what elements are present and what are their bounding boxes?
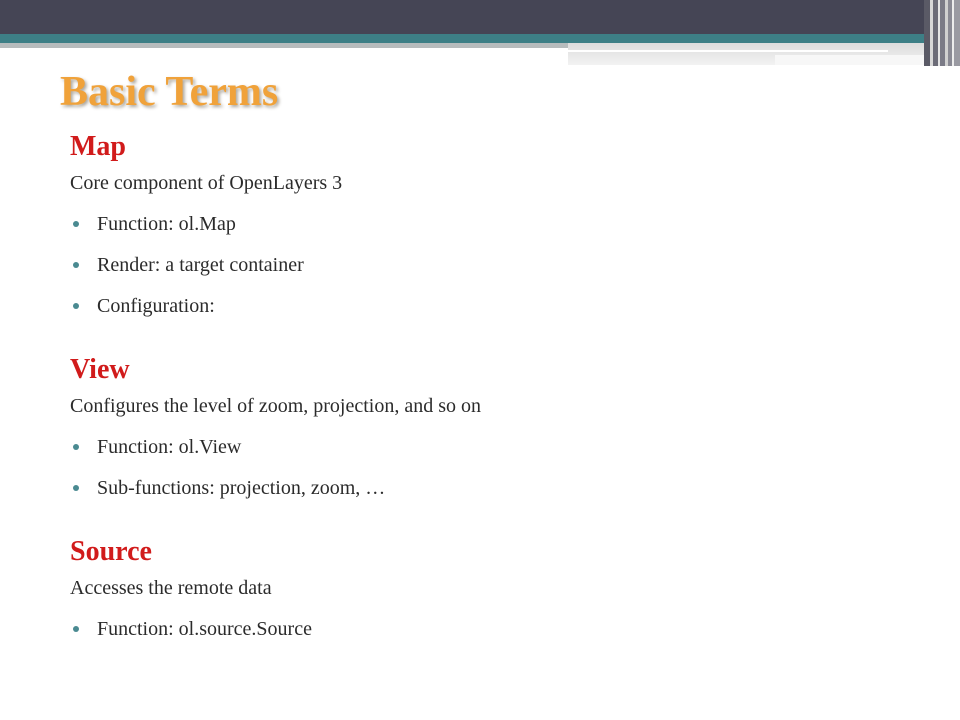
bullet-text: Function: ol.Map <box>97 213 236 235</box>
bullet-text: Function: ol.source.Source <box>97 618 312 640</box>
bullet-list <box>70 616 890 642</box>
header-bar-step <box>775 55 924 65</box>
header-bar-teal <box>0 34 960 43</box>
section-description: Configures the level of zoom, projection, and so on <box>70 395 482 417</box>
bullet-item <box>70 252 890 278</box>
bullet-text: Function: ol.View <box>97 436 242 458</box>
header-bar-highlight <box>568 50 888 52</box>
bullet-item <box>70 475 890 501</box>
section-description: Core component of OpenLayers 3 <box>70 172 343 194</box>
section-heading: Source <box>70 536 152 567</box>
bullet-text: Configuration: <box>97 295 215 317</box>
bullet-dot-icon <box>73 221 79 227</box>
bullet-dot-icon <box>73 303 79 309</box>
section-heading: Map <box>70 131 126 162</box>
bullet-dot-icon <box>73 444 79 450</box>
section-map <box>70 128 890 319</box>
slide-title: Basic Terms <box>60 69 279 115</box>
slide-content <box>70 128 890 642</box>
header-corner-stripes <box>924 0 960 66</box>
header-bar-gray <box>0 43 568 48</box>
bullet-item <box>70 293 890 319</box>
section-view <box>70 351 890 501</box>
bullet-text: Sub-functions: projection, zoom, … <box>97 477 386 499</box>
bullet-list <box>70 211 890 319</box>
bullet-dot-icon <box>73 485 79 491</box>
bullet-dot-icon <box>73 626 79 632</box>
section-heading: View <box>70 354 130 385</box>
bullet-item <box>70 616 890 642</box>
bullet-text: Render: a target container <box>97 254 304 276</box>
section-source <box>70 533 890 642</box>
header-bar-dark <box>0 0 960 34</box>
bullet-list <box>70 434 890 501</box>
bullet-item <box>70 211 890 237</box>
bullet-item <box>70 434 890 460</box>
bullet-dot-icon <box>73 262 79 268</box>
section-description: Accesses the remote data <box>70 577 272 599</box>
